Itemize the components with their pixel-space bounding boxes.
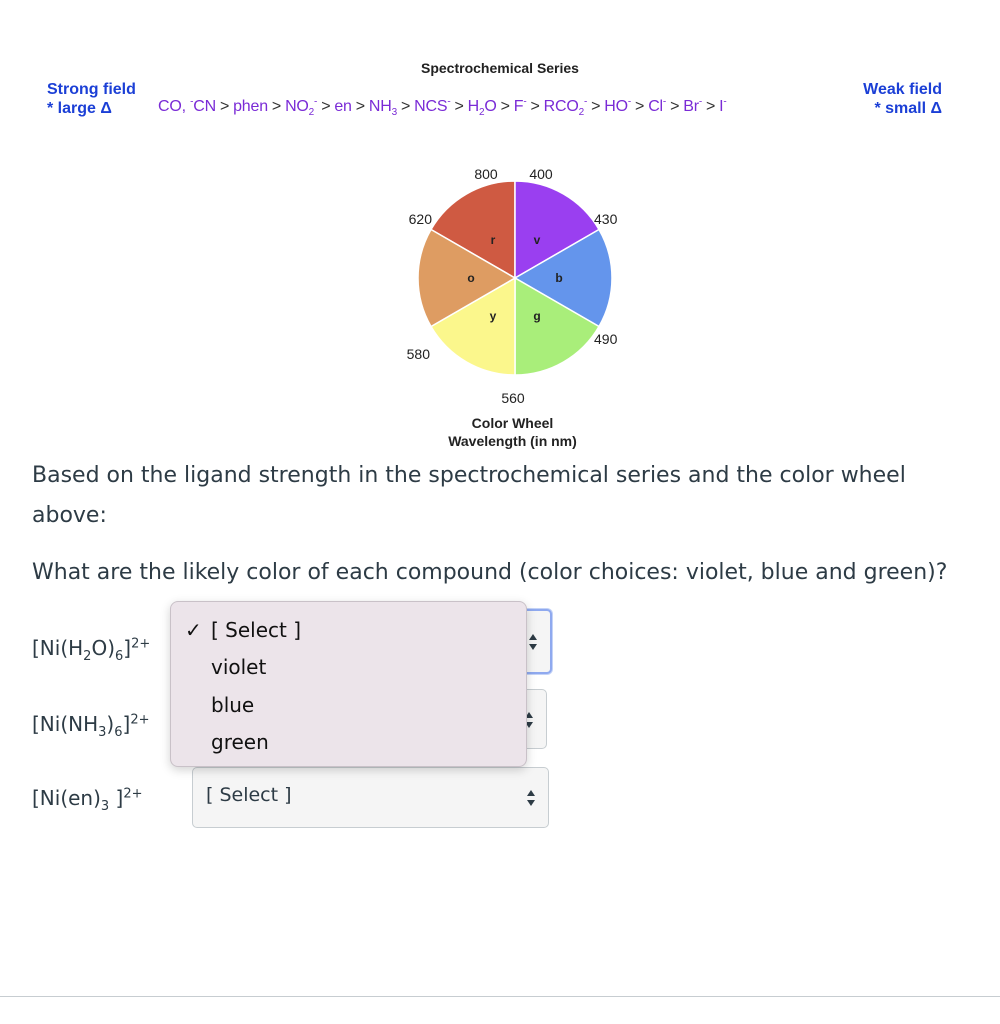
ligand: en [334, 98, 352, 115]
ligand: NCS- [414, 96, 451, 115]
greater-than: > [401, 98, 411, 115]
ligand: $H_2O$ [467, 98, 497, 119]
greater-than: > [219, 98, 230, 115]
greater-than: > [271, 98, 282, 115]
select-value: [ Select ] [206, 784, 292, 806]
option-violet[interactable]: violet [211, 655, 267, 679]
strong-field-label: Strong field * large Δ [47, 81, 136, 117]
wheel-letter-g: g [533, 309, 541, 324]
select-ni-en[interactable] [192, 767, 549, 828]
checkmark-icon: ✓ [185, 618, 202, 642]
greater-than: > [705, 98, 716, 115]
question-prompt: What are the likely color of each compound (color choices: violet, blue and green)? [32, 560, 948, 585]
wavelength-label: 400 [529, 166, 553, 182]
ligand: CO, -CN [158, 96, 216, 115]
greater-than: > [321, 98, 331, 115]
option-select[interactable]: ✓ [ Select ] [211, 615, 301, 645]
ligand: HO- [604, 96, 632, 115]
wheel-caption: Color Wheel Wavelength (in nm) [448, 415, 577, 449]
wavelength-label: 560 [501, 390, 525, 406]
question-intro: Based on the ligand strength in the spectrochemical series and the color wheel above: [32, 463, 906, 528]
greater-than: > [670, 98, 680, 115]
dropdown-menu [170, 601, 527, 767]
ligand: Br- [683, 96, 702, 115]
greater-than: > [591, 98, 601, 115]
wavelength-label: 490 [594, 331, 618, 347]
option-green[interactable]: green [211, 730, 269, 754]
spectrochemical-series [158, 96, 727, 119]
bottom-divider [0, 996, 1000, 997]
wavelength-label: 620 [408, 211, 432, 227]
wavelength-label: 800 [474, 166, 498, 182]
greater-than: > [454, 98, 464, 115]
select-arrows-icon [528, 632, 538, 652]
wheel-letter-y: y [489, 309, 497, 324]
color-wheel [380, 160, 650, 410]
weak-field-label: Weak field * small Δ [863, 81, 942, 117]
greater-than: > [500, 98, 510, 115]
wavelength-label: 580 [406, 346, 430, 362]
ligand: F- [513, 96, 527, 115]
wheel-letter-v: v [533, 232, 541, 247]
greater-than: > [635, 98, 645, 115]
ligand: I- [719, 96, 727, 115]
compound-ni-h2o: $[Ni(H_2O)_6]^{2+}$ [32, 636, 151, 664]
ligand: phen [233, 98, 268, 115]
ligand: Cl- [648, 96, 667, 115]
ligand: $NO_2^-$ [285, 96, 318, 119]
greater-than: > [530, 98, 540, 115]
wavelength-label: 430 [594, 211, 618, 227]
option-blue[interactable]: blue [211, 693, 255, 717]
wheel-letter-o: o [467, 271, 475, 285]
greater-than: > [355, 98, 365, 115]
series-title: Spectrochemical Series [421, 60, 579, 76]
compound-ni-nh3: $[Ni(NH_3)_6]^{2+}$ [32, 712, 150, 740]
wheel-letter-r: r [490, 232, 496, 247]
select-arrows-icon [526, 788, 536, 808]
ligand: $RCO_2^-$ [543, 96, 588, 119]
ligand: $NH_3$ [368, 98, 397, 119]
compound-ni-en: [$Ni(en)_3$ ]$^{2+}$ [32, 786, 143, 814]
wheel-letter-b: b [555, 271, 563, 285]
